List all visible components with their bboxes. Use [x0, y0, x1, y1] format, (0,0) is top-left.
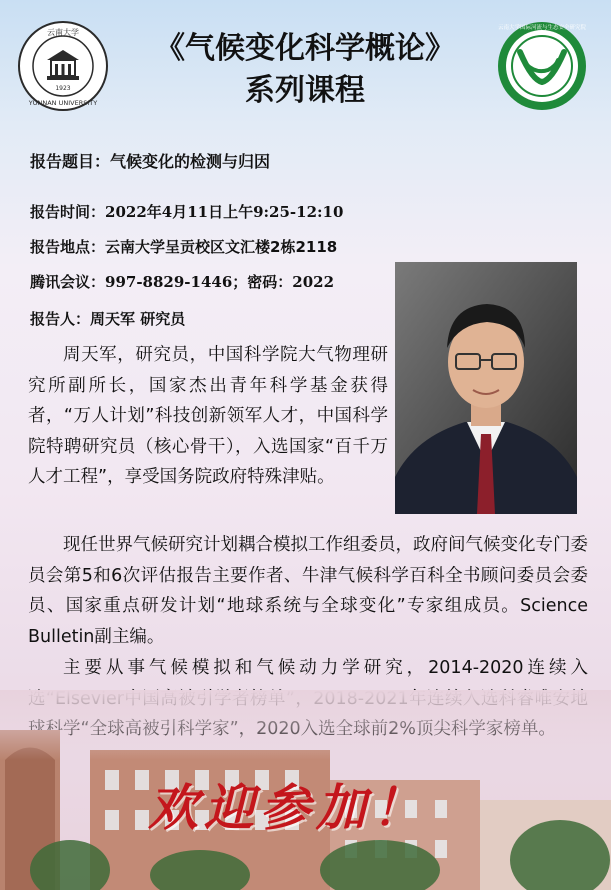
place-value: 云南大学呈贡校区文汇楼2栋2118 [105, 238, 338, 256]
logo-year: 1923 [55, 85, 71, 92]
meeting-label: 腾讯会议： [30, 273, 106, 291]
title-line-2: 系列课程 [245, 73, 365, 108]
speaker-line [30, 308, 185, 329]
logo-text-bottom: YUNNAN UNIVERSITY [28, 99, 98, 107]
topic-line [30, 149, 270, 172]
meeting-value: 997-8829-1446；密码：2022 [105, 273, 335, 291]
topic-label: 报告题目： [30, 152, 111, 171]
institute-logo-text: 云南大学国际河流与生态安全研究院 [497, 25, 587, 31]
yunnan-university-logo [17, 20, 109, 112]
bio-paragraph-2: 现任世界气候研究计划耦合模拟工作组委员，政府间气候变化专门委员会第5和6次评估报告主要作者、牛津气候科学百科全书顾问委员会委员、国家重点研发计划“地球系统与全球变化”专家组成员。Science Bulletin副主编。 [28, 535, 588, 647]
topic-value: 气候变化的检测与归因 [110, 152, 271, 171]
speaker-photo [395, 262, 577, 514]
title-line-1: 《气候变化科学概论》 [155, 31, 455, 66]
place-label: 报告地点： [30, 238, 106, 256]
bio-paragraph-1: 周天军，研究员，中国科学院大气物理研究所副所长，国家杰出青年科学基金获得者，“万人计划”科技创新领军人才，中国科学院特聘研究员（核心骨干），入选国家“百千万人才工程”，享受国务院政府特殊津贴。 [28, 345, 388, 487]
institute-logo [496, 20, 588, 112]
meeting-line [30, 271, 334, 292]
speaker-label: 报告人： [30, 310, 91, 328]
time-line [30, 201, 343, 222]
page-title [130, 28, 480, 112]
speaker-value: 周天军 研究员 [90, 310, 186, 328]
time-label: 报告时间： [30, 203, 106, 221]
logo-text-top: 云南大学 [47, 28, 79, 37]
place-line [30, 236, 337, 257]
time-value: 2022年4月11日上午9:25-12:10 [105, 203, 344, 221]
bio-paragraph-3: 主要从事气候模拟和气候动力学研究，2014-2020连续入 [63, 658, 588, 678]
welcome-banner: 欢迎参加！ [148, 778, 428, 837]
